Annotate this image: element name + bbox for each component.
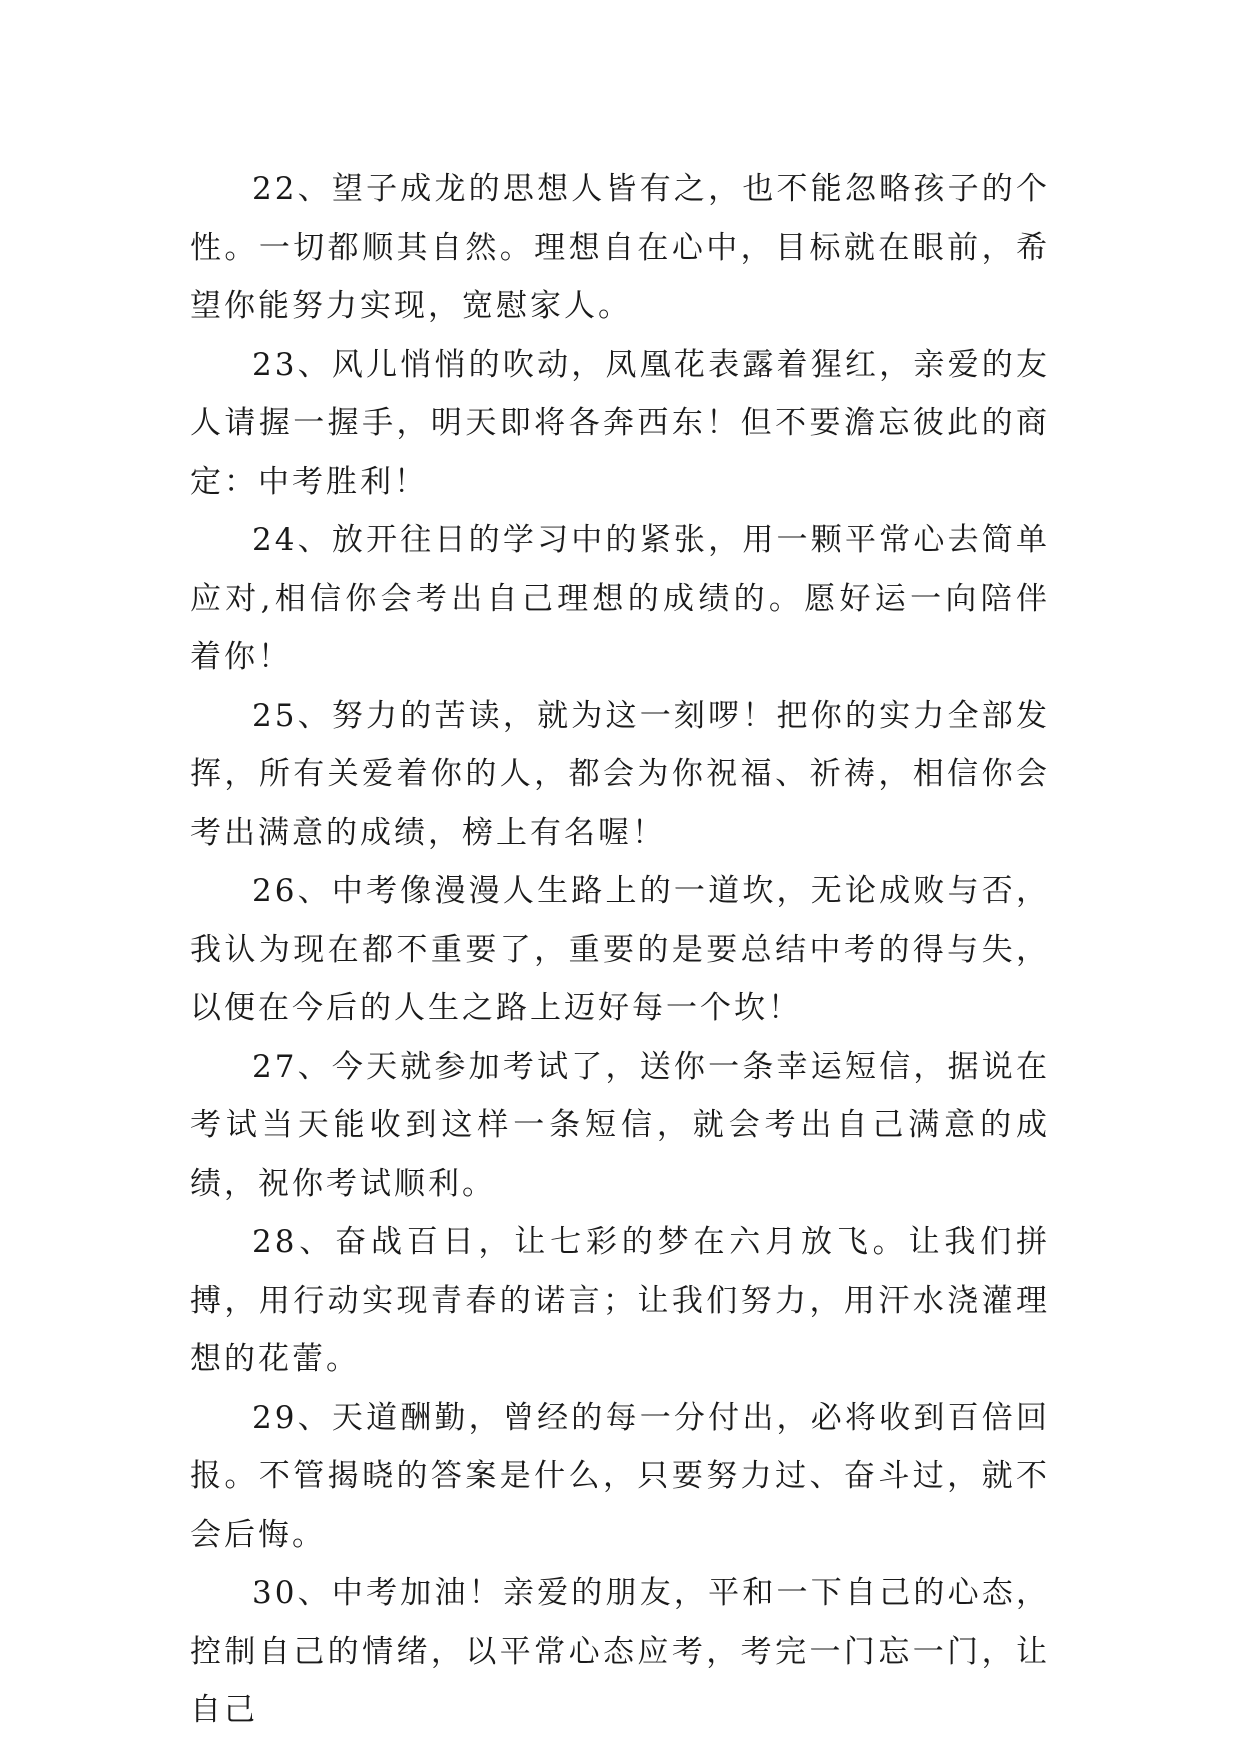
paragraph-24: 24、放开往日的学习中的紧张，用一颗平常心去简单应对,相信你会考出自己理想的成绩的。愿好运一向陪伴着你！ [190,522,1050,675]
paragraph-25: 25、努力的苦读，就为这一刻啰！把你的实力全部发挥，所有关爱着你的人，都会为你祝福、祈祷，相信你会考出满意的成绩，榜上有名喔！ [190,697,1050,851]
paragraph-29: 29、天道酬勤，曾经的每一分付出，必将收到百倍回报。不管揭晓的答案是什么，只要努力过、奋斗过，就不会后悔。 [190,1399,1050,1553]
document-body [190,160,1050,1740]
paragraph-30: 30、中考加油！亲爱的朋友，平和一下自己的心态，控制自己的情绪，以平常心态应考，考完一门忘一门，让自己 [190,1575,1050,1728]
paragraph-22: 22、望子成龙的思想人皆有之，也不能忽略孩子的个性。一切都顺其自然。理想自在心中，目标就在眼前，希望你能努力实现，宽慰家人。 [190,171,1050,324]
paragraph-23: 23、风儿悄悄的吹动，凤凰花表露着猩红，亲爱的友人请握一握手，明天即将各奔西东！但不要澹忘彼此的商定：中考胜利！ [190,346,1050,500]
paragraph-27: 27、今天就参加考试了，送你一条幸运短信，据说在考试当天能收到这样一条短信，就会考出自己满意的成绩，祝你考试顺利。 [190,1048,1050,1202]
paragraph-26: 26、中考像漫漫人生路上的一道坎，无论成败与否，我认为现在都不重要了，重要的是要总结中考的得与失，以便在今后的人生之路上迈好每一个坎！ [190,873,1050,1026]
paragraph-28: 28、奋战百日，让七彩的梦在六月放飞。让我们拼搏，用行动实现青春的诺言；让我们努力，用汗水浇灌理想的花蕾。 [190,1224,1050,1377]
